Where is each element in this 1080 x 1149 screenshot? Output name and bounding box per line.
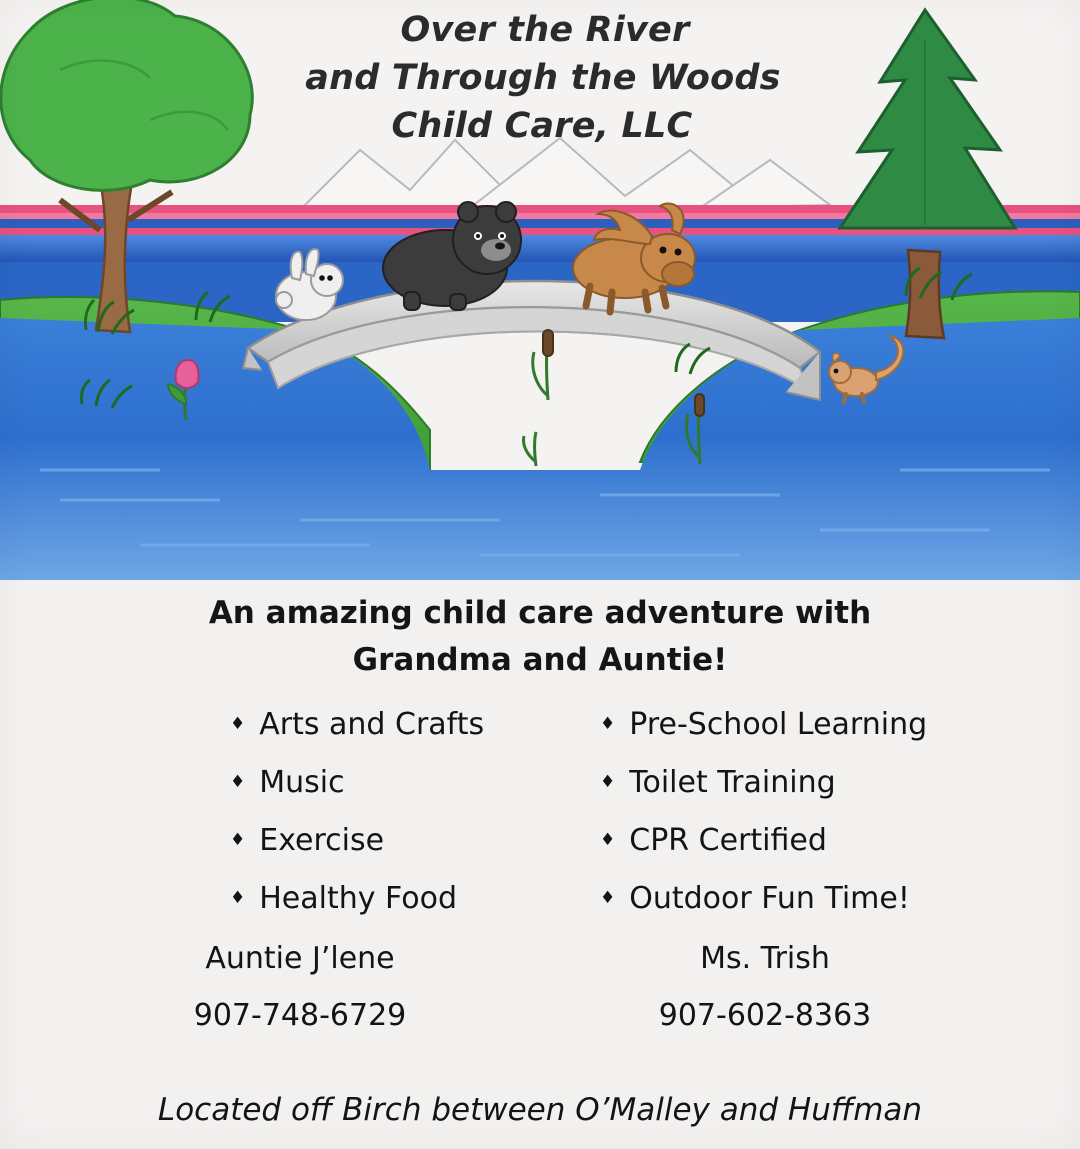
list-item [230, 814, 540, 872]
contact-section [0, 930, 1080, 1044]
service-label: Exercise [259, 823, 385, 858]
contact-block [540, 930, 970, 1044]
list-item [230, 756, 540, 814]
location-footer: Located off Birch between O’Malley and Huffman [157, 1092, 923, 1128]
contact-name: Ms. Trish [700, 941, 830, 976]
list-item [230, 698, 540, 756]
headline-line-1: An amazing child care adventure with [208, 595, 872, 631]
headline-line-2: Grandma and Auntie! [352, 642, 728, 678]
service-label: Arts and Crafts [259, 707, 485, 742]
title-line-1: Over the River [400, 10, 690, 50]
service-label: Pre-School Learning [629, 707, 928, 742]
contact-phone[interactable]: 907-602-8363 [658, 998, 872, 1033]
list-item [600, 756, 970, 814]
list-item [230, 872, 540, 930]
services-column-right [540, 698, 970, 930]
services-columns [0, 698, 1080, 930]
service-label: Outdoor Fun Time! [629, 881, 910, 916]
service-label: CPR Certified [629, 823, 827, 858]
diamond-bullet-icon: ♦ [230, 714, 246, 734]
contact-name: Auntie J’lene [205, 941, 395, 976]
service-label: Healthy Food [259, 881, 457, 916]
service-label: Toilet Training [629, 765, 836, 800]
diamond-bullet-icon: ♦ [230, 888, 246, 908]
list-item [600, 872, 970, 930]
list-item [600, 698, 970, 756]
diamond-bullet-icon: ♦ [230, 830, 246, 850]
headline [0, 590, 1080, 684]
diamond-bullet-icon: ♦ [600, 830, 616, 850]
title-line-3: Child Care, LLC [391, 106, 693, 146]
service-label: Music [259, 765, 345, 800]
contact-phone[interactable]: 907-748-6729 [193, 998, 407, 1033]
list-item [600, 814, 970, 872]
contact-block [110, 930, 540, 1044]
diamond-bullet-icon: ♦ [600, 888, 616, 908]
diamond-bullet-icon: ♦ [600, 772, 616, 792]
services-column-left [110, 698, 540, 930]
diamond-bullet-icon: ♦ [230, 772, 246, 792]
diamond-bullet-icon: ♦ [600, 714, 616, 734]
title-line-2: and Through the Woods [305, 58, 781, 98]
